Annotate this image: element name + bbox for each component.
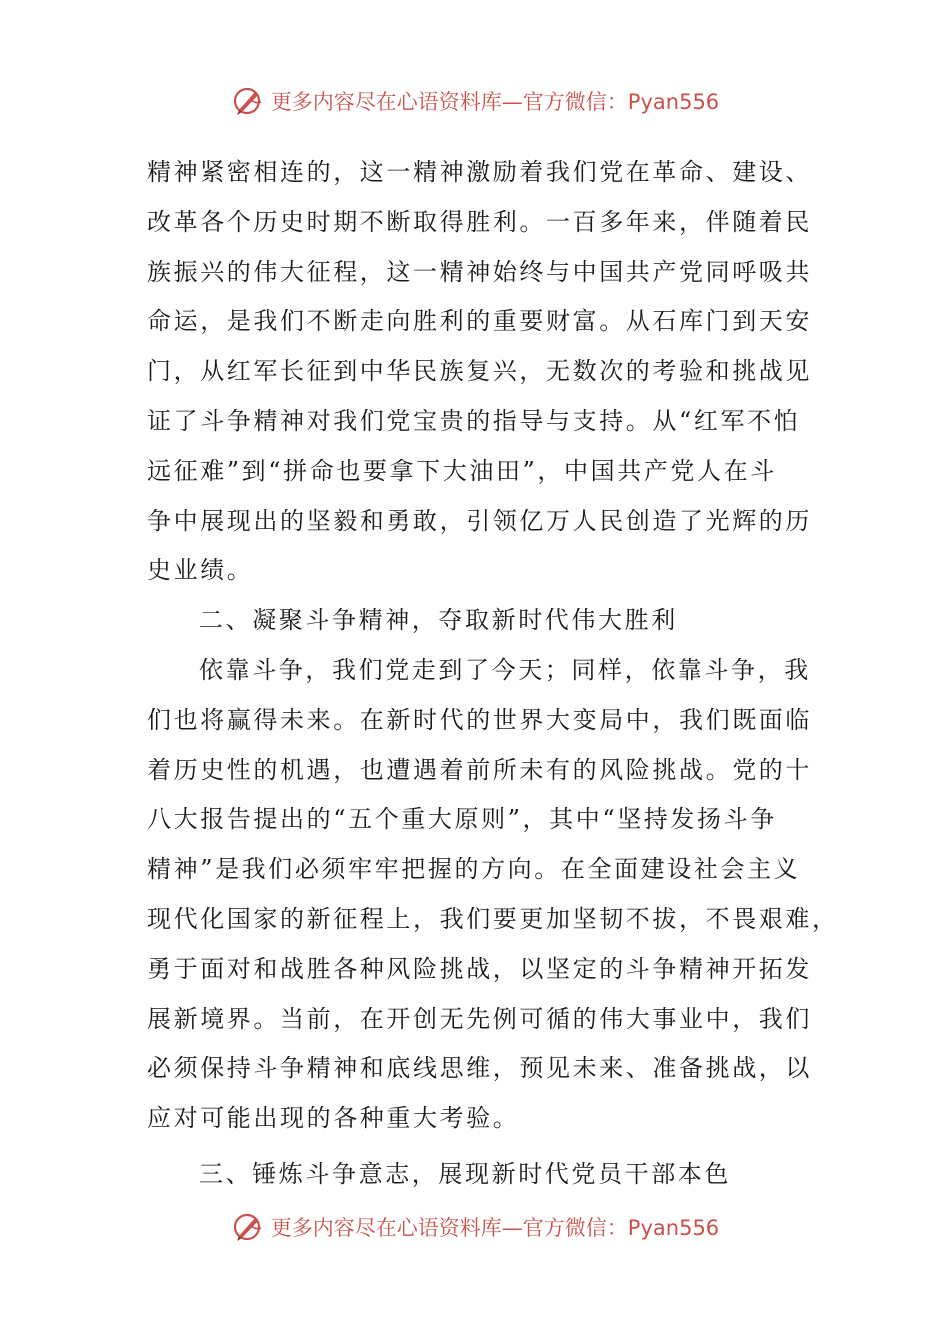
body-line: 远征难”到“拼命也要拿下大油田”，中国共产党人在斗 bbox=[147, 456, 777, 485]
body-line: 争中展现出的坚毅和勇敢，引领亿万人民创造了光辉的历 bbox=[147, 506, 812, 535]
body-line: 证了斗争精神对我们党宝贵的指导与支持。从“红军不怕 bbox=[147, 406, 801, 435]
body-line: 族振兴的伟大征程，这一精神始终与中国共产党同呼吸共 bbox=[147, 257, 812, 286]
body-line: 门，从红军长征到中华民族复兴，无数次的考验和挑战见 bbox=[147, 357, 812, 386]
pen-logo-icon bbox=[231, 1210, 265, 1244]
footer-watermark-text: 更多内容尽在心语资料库—官方微信：Pyan556 bbox=[270, 1216, 720, 1240]
footer-watermark-banner bbox=[0, 1210, 950, 1244]
body-line: 现代化国家的新征程上，我们要更加坚韧不拔，不畏艰难， bbox=[147, 904, 839, 933]
body-line: 精神紧密相连的，这一精神激励着我们党在革命、建设、 bbox=[147, 158, 812, 186]
header-watermark-text: 更多内容尽在心语资料库—官方微信：Pyan556 bbox=[270, 90, 720, 114]
body-line: 改革各个历史时期不断取得胜利。一百多年来，伴随着民 bbox=[147, 207, 812, 236]
section-heading-2: 二、凝聚斗争精神，夺取新时代伟大胜利 bbox=[199, 606, 678, 635]
pen-logo-icon bbox=[231, 84, 265, 118]
section-heading-3: 三、锤炼斗争意志，展现新时代党员干部本色 bbox=[199, 1159, 731, 1188]
body-line: 勇于面对和战胜各种风险挑战，以坚定的斗争精神开拓发 bbox=[147, 954, 812, 983]
body-line: 命运，是我们不断走向胜利的重要财富。从石库门到天安 bbox=[147, 307, 812, 336]
header-watermark-banner bbox=[0, 84, 950, 118]
body-line: 们也将赢得未来。在新时代的世界大变局中，我们既面临 bbox=[147, 705, 812, 734]
body-line: 应对可能出现的各种重大考验。 bbox=[147, 1104, 520, 1133]
body-line: 着历史性的机遇，也遭遇着前所未有的风险挑战。党的十 bbox=[147, 755, 812, 784]
body-line: 精神”是我们必须牢牢把握的方向。在全面建设社会主义 bbox=[147, 855, 801, 884]
body-line: 必须保持斗争精神和底线思维，预见未来、准备挑战，以 bbox=[147, 1054, 812, 1083]
body-line: 展新境界。当前，在开创无先例可循的伟大事业中，我们 bbox=[147, 1004, 812, 1033]
document-body bbox=[147, 148, 839, 1200]
body-line: 依靠斗争，我们党走到了今天；同样，依靠斗争，我 bbox=[199, 655, 811, 684]
body-line: 史业绩。 bbox=[147, 556, 254, 585]
body-line: 八大报告提出的“五个重大原则”，其中“坚持发扬斗争 bbox=[147, 805, 777, 834]
